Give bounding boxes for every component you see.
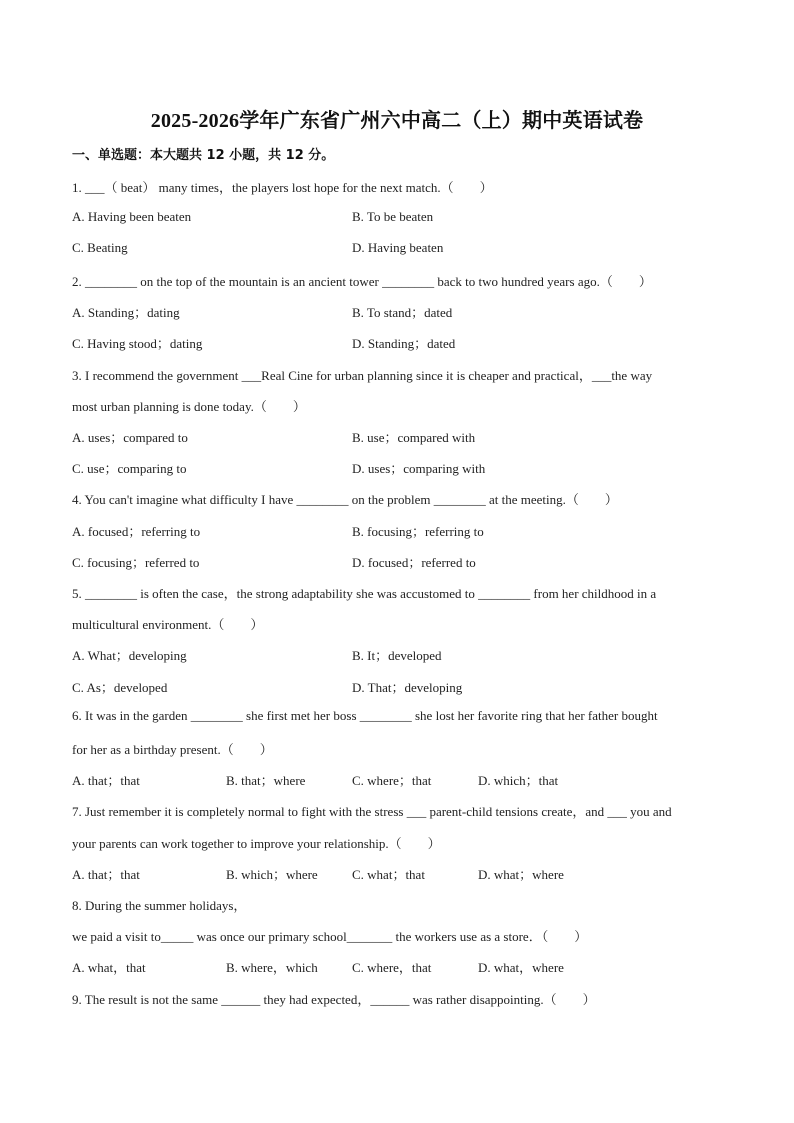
question-2-option-c: C. Having stood；dating — [72, 336, 203, 351]
question-5-option-a: A. What；developing — [72, 648, 187, 663]
question-7-stem: 7. Just remember it is completely normal to fight with the stress ___ parent-child tensions create，and ___ you and — [72, 804, 672, 819]
question-5-stem: 5. ________ is often the case，the strong adaptability she was accustomed to ________ from her childhood in a — [72, 586, 657, 601]
exam-title: 2025-2026学年广东省广州六中高二（上）期中英语试卷 — [150, 110, 644, 132]
question-2-option-a: A. Standing；dating — [72, 305, 180, 320]
question-5-option-c: C. As；developed — [72, 680, 168, 695]
question-8-option-a: A. what，that — [72, 960, 146, 975]
question-1-option-b: B. To be beaten — [352, 209, 434, 224]
question-3-option-d: D. uses；comparing with — [352, 461, 486, 476]
question-4-stem: 4. You can't imagine what difficulty I have ________ on the problem ________ at the meeting.（ ） — [72, 492, 618, 507]
question-4-option-b: B. focusing；referring to — [352, 524, 484, 539]
question-5-stem-cont: multicultural environment.（ ） — [72, 617, 264, 632]
question-1-option-a: A. Having been beaten — [72, 209, 192, 224]
question-7-option-d: D. what；where — [478, 867, 564, 882]
question-2-stem: 2. ________ on the top of the mountain is an ancient tower ________ back to two hundred years ago.（ ） — [72, 274, 652, 289]
question-4-option-c: C. focusing；referred to — [72, 555, 200, 570]
question-1-stem: 1. ___（ beat） many times，the players lost hope for the next match.（ ） — [72, 180, 493, 195]
section-heading: 一、单选题：本大题共 12 小题，共 12 分。 — [72, 148, 335, 163]
question-9-stem: 9. The result is not the same ______ they had expected，______ was rather disappointing.（ ） — [72, 992, 596, 1007]
question-7-option-a: A. that；that — [72, 867, 140, 882]
question-6-stem: 6. It was in the garden ________ she first met her boss ________ she lost her favorite ring that her father bought — [72, 708, 658, 723]
question-3-stem-cont: most urban planning is done today.（ ） — [72, 399, 306, 414]
question-3-option-b: B. use；compared with — [352, 430, 476, 445]
question-2-option-d: D. Standing；dated — [352, 336, 456, 351]
question-5-option-d: D. That；developing — [352, 680, 463, 695]
question-6-option-c: C. where；that — [352, 773, 432, 788]
question-6-stem-cont: for her as a birthday present.（ ） — [72, 742, 273, 757]
question-4-option-d: D. focused；referred to — [352, 555, 476, 570]
question-5-option-b: B. It；developed — [352, 648, 442, 663]
question-3-option-a: A. uses；compared to — [72, 430, 188, 445]
question-4-option-a: A. focused；referring to — [72, 524, 201, 539]
question-3-option-c: C. use；comparing to — [72, 461, 187, 476]
question-8-stem: 8. During the summer holidays， — [72, 898, 247, 913]
question-6-option-d: D. which；that — [478, 773, 559, 788]
question-3-stem: 3. I recommend the government ___Real Cine for urban planning since it is cheaper and practical，___the way — [72, 368, 653, 383]
question-8-option-b: B. where，which — [226, 960, 318, 975]
question-2-option-b: B. To stand；dated — [352, 305, 453, 320]
question-6-option-b: B. that；where — [226, 773, 306, 788]
question-7-option-c: C. what；that — [352, 867, 425, 882]
question-6-option-a: A. that；that — [72, 773, 140, 788]
question-8-option-d: D. what，where — [478, 960, 564, 975]
question-7-option-b: B. which；where — [226, 867, 318, 882]
question-1-option-c: C. Beating — [72, 240, 128, 255]
question-1-option-d: D. Having beaten — [352, 240, 444, 255]
question-8-option-c: C. where，that — [352, 960, 432, 975]
question-7-stem-cont: your parents can work together to improve your relationship.（ ） — [72, 836, 441, 851]
question-8-stem-cont: we paid a visit to_____ was once our primary school_______ the workers use as a store．（ ） — [72, 929, 588, 944]
